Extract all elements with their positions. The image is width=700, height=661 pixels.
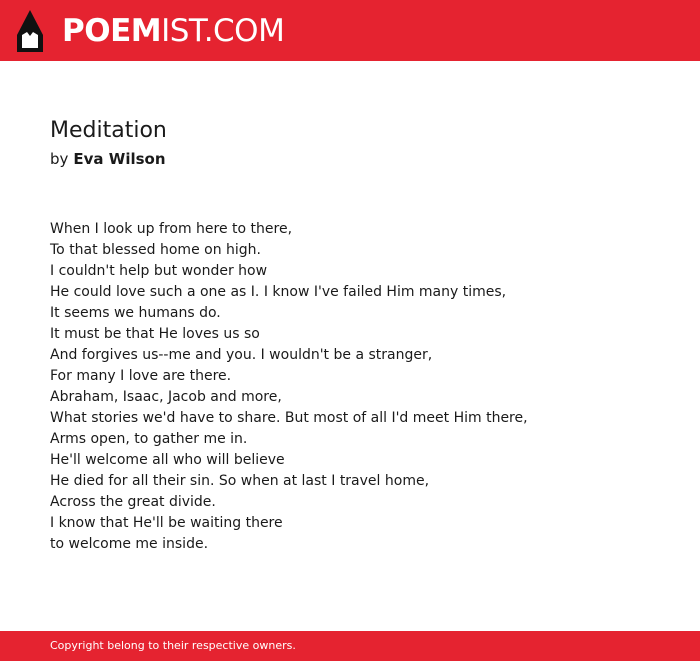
site-footer [0, 631, 700, 661]
site-logo-text[interactable] [62, 11, 284, 51]
by-label: by [50, 150, 69, 168]
poem-line: Abraham, Isaac, Jacob and more, [50, 389, 282, 405]
poem-line: When I look up from here to there, [50, 221, 293, 237]
poem-line: He died for all their sin. So when at last I travel home, [50, 473, 430, 489]
poem-line: Arms open, to gather me in. [50, 431, 248, 447]
poem-byline [50, 150, 166, 168]
poem-body [50, 219, 528, 555]
poem-line: Across the great divide. [50, 494, 216, 510]
poem-line: He'll welcome all who will believe [50, 452, 285, 468]
pencil-tip-icon [17, 10, 43, 52]
poem-line: I know that He'll be waiting there [50, 515, 283, 531]
poem-line: It seems we humans do. [50, 305, 221, 321]
poem-line: I couldn't help but wonder how [50, 263, 268, 279]
poem-title: Meditation [50, 118, 167, 143]
poem-line: What stories we'd have to share. But most of all I'd meet Him there, [50, 410, 528, 426]
author-name: Eva Wilson [73, 150, 166, 168]
logo-strong-part: POEM [62, 13, 162, 49]
poem-line: to welcome me inside. [50, 536, 209, 552]
poem-line: He could love such a one as I. I know I've failed Him many times, [50, 284, 507, 300]
poem-line: And forgives us--me and you. I wouldn't be a stranger, [50, 347, 433, 363]
poem-line: For many I love are there. [50, 368, 232, 384]
poem-line: It must be that He loves us so [50, 326, 260, 342]
poem-line: To that blessed home on high. [50, 242, 261, 258]
logo-light-part: IST.COM [161, 13, 285, 49]
copyright-notice: Copyright belong to their respective owners. [50, 639, 296, 652]
site-header [0, 0, 700, 61]
